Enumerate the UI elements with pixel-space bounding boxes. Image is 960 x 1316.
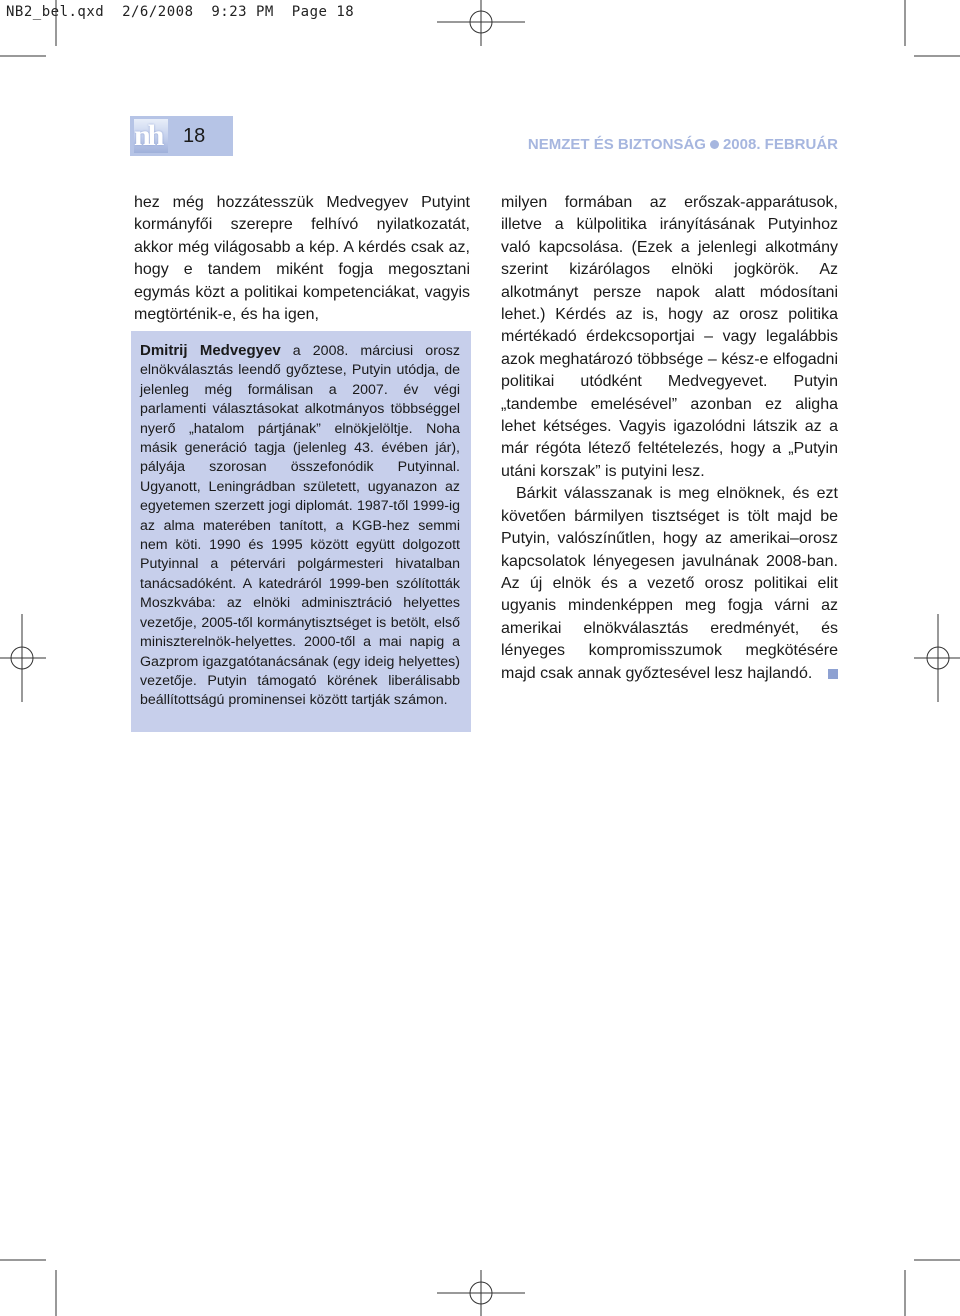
issue-date: 2008. FEBRUÁR: [722, 136, 838, 153]
sidebar-body: a 2008. márciusi orosz elnökválasztás leendő győztese, Putyin utódja, de jelenleg még formálisan a 2007. év végi parlamenti választásokat alkotmányos többséggel nyerő „hatalom pártjának” elnökjelöltje. Noha másik generáció tagja (jelenleg 43. évében jár), pályája szorosan összefonódik Putyinnal. Ugyanott, Leningrádban született, ugyanazon az egyetemen szerzett jogi diplomát. 1987-től 1999-ig az alma materében tanított, a KGB-hez semmi nem köti. 1990 és 1995 között együtt dolgozott Putyinnal a pétervári polgármesteri hivatalban tanácsadóként. A katedráról 1999-ben szólították Moszkvába: az elnöki adminisztráció helyettes vezetője, 2005-től kormánytisztséget is betölt, első miniszterelnök-helyettes. 2000-től a mai napig a Gazprom igazgatótanácsának (egy ideig helyettes) vezetője. Putyin támogató körének liberálisabb beállítottságú prominensei között tartják számon.: [140, 343, 460, 709]
registration-mark-right: [914, 614, 960, 702]
end-of-article-square-icon: [828, 669, 838, 679]
page-header-block: [130, 116, 233, 156]
magazine-logo: nh: [134, 119, 168, 153]
sidebar-name: Dmitrij Medvegyev: [140, 342, 281, 359]
left-column-paragraph: hez még hozzátesszük Medvegyev Putyint kormányfői szerepre felhívó nyilatkozatát, akkor még világosabb a kép. A kérdés csak az, hogy e tandem miként fogja megosztani egymás közt a politikai kompetenciákat, vagyis megtörténik-e, és ha igen,: [134, 194, 470, 324]
left-column: [134, 192, 470, 326]
right-column-paragraph-2: Bárkit válasszanak is meg elnöknek, és ezt követően bármilyen tisztséget is tölt majd be Putyin, valószínűtlen, hogy az amerikai–orosz kapcsolatok lényegesen javulnának 2008-ban. Az új elnök és a vezető orosz politikai elit ugyanis mindenképpen meg fogja várni az amerikai elnökválasztás eredményét, és lényeges kompromisszumok megkötésére majd csak annak győztesével lesz hajlandó.: [501, 485, 838, 682]
registration-mark-bottom: [437, 1270, 525, 1316]
right-column-paragraph-2-wrapper: [501, 483, 838, 685]
running-head: [503, 136, 838, 154]
right-column-paragraph-1: milyen formában az erőszak-apparátusok, illetve a külpolitika irányításának Putyinhoz való kapcsolása. (Ezek a jelenlegi alkotmány szerint kizárólagos elnöki jogkörök. Az alkotmányt persze napok alatt módosítani lehet.) Kérdés az is, hogy az orosz politika mértékadó érdekcsoportjai – vagy legalábbis azok meghatározó többsége – kész-e elfogadni politikai utódként Medvegyevet. Putyin „tandembe emelésével” azonban ez aligha lehet kétséges. Vagyis igazolódni látszik az a már régóta létező feltételezés, hogy a „Putyin utáni korszak” is putyini lesz.: [501, 194, 838, 480]
registration-mark-top: [437, 0, 525, 46]
sidebar-text: [140, 341, 460, 711]
bullet-dot-icon: [710, 140, 719, 149]
registration-mark-left: [0, 614, 46, 702]
page-number: 18: [183, 125, 206, 147]
print-slug-line: NB2_bel.qxd 2/6/2008 9:23 PM Page 18: [6, 4, 355, 20]
right-column: [501, 192, 838, 685]
publication-name: NEMZET ÉS BIZTONSÁG: [527, 136, 706, 153]
biography-sidebar: [131, 331, 471, 732]
